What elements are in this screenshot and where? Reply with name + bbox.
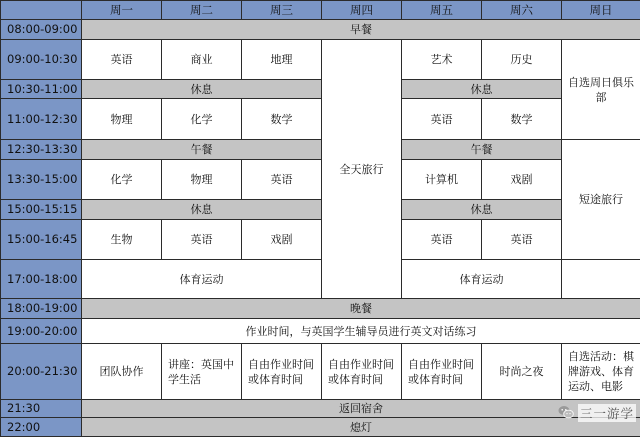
day-header-mon: 周一 <box>82 1 162 20</box>
cell-1100-sat: 数学 <box>482 99 562 140</box>
time-1230: 12:30-13:30 <box>1 140 82 160</box>
row-1030 <box>1 80 640 99</box>
sports-left: 体育运动 <box>82 260 322 299</box>
cell-1330-fri: 计算机 <box>402 160 482 200</box>
time-2000: 20:00-21:30 <box>1 344 82 400</box>
return-dorm-cell: 返回宿舍 <box>82 400 640 418</box>
day-header-fri: 周五 <box>402 1 482 20</box>
row-1700 <box>1 260 640 299</box>
cell-1330-wed: 英语 <box>242 160 322 200</box>
cell-2000-thu: 自由作业时间或体育时间 <box>322 344 402 400</box>
cell-2000-sun: 自选活动：棋牌游戏、体育运动、电影 <box>562 344 640 400</box>
row-0900 <box>1 40 640 80</box>
time-1800: 18:00-19:00 <box>1 299 82 319</box>
lunch-left: 午餐 <box>82 140 322 160</box>
day-header-thu: 周四 <box>322 1 402 20</box>
row-0800 <box>1 20 640 40</box>
time-1500: 15:00-15:15 <box>1 200 82 220</box>
cell-0900-mon: 英语 <box>82 40 162 80</box>
homework-cell: 作业时间，与英国学生辅导员进行英文对话练习 <box>82 319 640 344</box>
row-1515 <box>1 220 640 260</box>
sports-right: 体育运动 <box>402 260 562 299</box>
cell-1100-wed: 数学 <box>242 99 322 140</box>
cell-1330-sat: 戏剧 <box>482 160 562 200</box>
cell-2000-fri: 自由作业时间或体育时间 <box>402 344 482 400</box>
row-1500 <box>1 200 640 220</box>
time-0800: 08:00-09:00 <box>1 20 82 40</box>
dinner-cell: 晚餐 <box>82 299 640 319</box>
time-1900: 19:00-20:00 <box>1 319 82 344</box>
cell-1100-mon: 物理 <box>82 99 162 140</box>
cell-0900-fri: 艺术 <box>402 40 482 80</box>
row-2200 <box>1 418 640 437</box>
cell-1515-fri: 英语 <box>402 220 482 260</box>
time-1100: 11:00-12:30 <box>1 99 82 140</box>
cell-0900-sat: 历史 <box>482 40 562 80</box>
cell-2000-wed: 自由作业时间或体育时间 <box>242 344 322 400</box>
time-0900: 09:00-10:30 <box>1 40 82 80</box>
time-2130: 21:30 <box>1 400 82 418</box>
cell-2000-tue: 讲座：英国中学生活 <box>162 344 242 400</box>
cell-1515-wed: 戏剧 <box>242 220 322 260</box>
cell-1330-mon: 化学 <box>82 160 162 200</box>
breakfast-cell: 早餐 <box>82 20 640 40</box>
time-1700: 17:00-18:00 <box>1 260 82 299</box>
header-row <box>1 1 640 20</box>
day-header-sun: 周日 <box>562 1 640 20</box>
cell-0900-tue: 商业 <box>162 40 242 80</box>
row-2000 <box>1 344 640 400</box>
lights-out-cell: 熄灯 <box>82 418 640 437</box>
sunday-short-trip-cell: 短途旅行 <box>562 140 640 260</box>
row-1330 <box>1 160 640 200</box>
time-1330: 13:30-15:00 <box>1 160 82 200</box>
sunday-club-cell: 自选周日俱乐部 <box>562 40 640 140</box>
thursday-trip-cell: 全天旅行 <box>322 40 402 299</box>
day-header-wed: 周三 <box>242 1 322 20</box>
day-header-tue: 周二 <box>162 1 242 20</box>
lunch-right: 午餐 <box>402 140 562 160</box>
day-header-sat: 周六 <box>482 1 562 20</box>
watermark-text: 三一游学 <box>579 406 634 421</box>
cell-1100-tue: 化学 <box>162 99 242 140</box>
cell-1330-tue: 物理 <box>162 160 242 200</box>
cell-1100-fri: 英语 <box>402 99 482 140</box>
rest-1030-right: 休息 <box>402 80 562 99</box>
cell-2000-mon: 团队协作 <box>82 344 162 400</box>
rest-1500-left: 休息 <box>82 200 322 220</box>
row-1230 <box>1 140 640 160</box>
row-1800 <box>1 299 640 319</box>
cell-2000-sat: 时尚之夜 <box>482 344 562 400</box>
rest-1030-left: 休息 <box>82 80 322 99</box>
corner-cell <box>1 1 82 20</box>
rest-1500-right: 休息 <box>402 200 562 220</box>
sunday-1700-empty <box>562 260 640 299</box>
row-2130 <box>1 400 640 418</box>
cell-1515-sat: 英语 <box>482 220 562 260</box>
time-2200: 22:00 <box>1 418 82 437</box>
cell-1515-tue: 英语 <box>162 220 242 260</box>
row-1100 <box>1 99 640 140</box>
cell-0900-wed: 地理 <box>242 40 322 80</box>
row-1900 <box>1 319 640 344</box>
time-1030: 10:30-11:00 <box>1 80 82 99</box>
time-1515: 15:00-16:45 <box>1 220 82 260</box>
cell-1515-mon: 生物 <box>82 220 162 260</box>
